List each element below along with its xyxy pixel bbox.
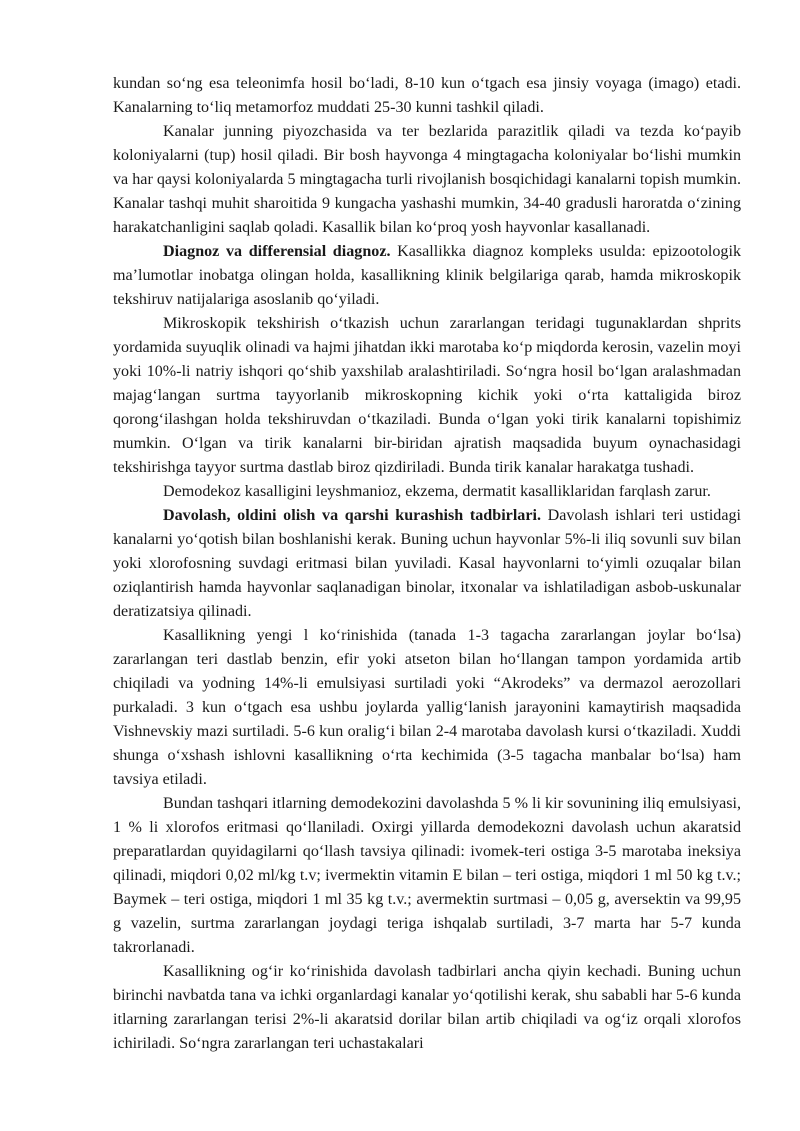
paragraph-treatment (113, 504, 741, 624)
paragraph (113, 312, 741, 480)
document-page (113, 72, 741, 1056)
paragraph-text: Kasallikning og‘ir ko‘rinishida davolash tadbirlari ancha qiyin kechadi. Buning uchun birinchi navbatda tana va ichki organlardagi kanalar yo‘qotilishi kerak, shu sababli har 5-6 kunda itlarning zararlangan terisi 2%-li akaratsid dorilar bilan artib chiqiladi va og‘iz orqali xlorofos ichiriladi. So‘ngra zararlangan teri uchastakalari (113, 963, 741, 1052)
paragraph-text: Kasallikning yengi l ko‘rinishida (tanada 1-3 tagacha zararlangan joylar bo‘lsa) zararlangan teri dastlab benzin, efir yoki atseton bilan ho‘llangan tampon yordamida artib chiqiladi va yodning 14%-li emulsiyasi surtiladi yoki “Akrodeks” va dermazol aerozollari purkaladi. 3 kun o‘tgach esa ushbu joylarda yallig‘lanish jarayonini kamaytirish maqsadida Vishnevskiy mazi surtiladi. 5-6 kun oralig‘i bilan 2-4 marotaba davolash kursi o‘tkaziladi. Xuddi shunga o‘xshash ishlovni kasallikning o‘rta kechimida (3-5 tagacha manbalar bo‘lsa) ham tavsiya etiladi. (113, 627, 741, 788)
paragraph (113, 120, 741, 240)
paragraph-text: Mikroskopik tekshirish o‘tkazish uchun zararlangan teridagi tugunaklardan shprits yordamida suyuqlik olinadi va hajmi jihatdan ikki marotaba ko‘p miqdorda kerosin, vazelin moyi yoki 10%-li natriy ishqori qo‘shib yaxshilab aralashtiriladi. So‘ngra hosil bo‘lgan aralashmadan majag‘langan surtma tayyorlanib mikroskopning kichik yoki o‘rta kattaligida biroz qorong‘ilashgan holda tekshiruvdan o‘tkaziladi. Bunda o‘lgan yoki tirik kanalarni topishimiz mumkin. O‘lgan va tirik kanalarni bir-biridan ajratish maqsadida buyum oynachasidagi tekshirishga tayyor surtma dastlab biroz qizdiriladi. Bunda tirik kanalar harakatga tushadi. (113, 315, 741, 476)
paragraph (113, 624, 741, 792)
paragraph (113, 72, 741, 120)
paragraph (113, 480, 741, 504)
paragraph-text: Kanalar junning piyozchasida va ter bezlarida parazitlik qiladi va tezda ko‘payib koloniyalarni (tup) hosil qiladi. Bir bosh hayvonga 4 mingtagacha koloniyalar bo‘lishi mumkin va har qaysi koloniyalarda 5 mingtagacha turli rivojlanish bosqichidagi kanalarni topish mumkin. Kanalar tashqi muhit sharoitida 9 kungacha yashashi mumkin, 34-40 gradusli haroratda o‘zining harakatchanligini saqlab qoladi. Kasallik bilan ko‘proq yosh hayvonlar kasallanadi. (113, 123, 741, 236)
paragraph-text: kundan so‘ng esa teleonimfa hosil bo‘ladi, 8-10 kun o‘tgach esa jinsiy voyaga (imago) etadi. Kanalarning to‘liq metamorfoz muddati 25-30 kunni tashkil qiladi. (113, 75, 741, 116)
paragraph (113, 960, 741, 1056)
paragraph (113, 792, 741, 960)
paragraph-text: Demodekoz kasalligini leyshmanioz, ekzema, dermatit kasalliklaridan farqlash zarur. (163, 483, 711, 500)
section-heading-treatment: Davolash, oldini olish va qarshi kurashish tadbirlari. (163, 507, 541, 524)
paragraph-text: Kasallikka diagnoz kompleks usulda: epizootologik ma’lumotlar inobatga olingan holda, kasallikning klinik belgilariga qarab, hamda mikroskopik tekshiruv natijalariga asoslanib qo‘yiladi. (113, 243, 741, 308)
paragraph-diagnosis (113, 240, 741, 312)
paragraph-text: Bundan tashqari itlarning demodekozini davolashda 5 % li kir sovunining iliq emulsiyasi, 1 % li xlorofos eritmasi qo‘llaniladi. Oxirgi yillarda demodekozni davolash uchun akaratsid preparatlardan quyidagilarni qo‘llash tavsiya qilinadi: ivomek-teri ostiga 3-5 marotaba ineksiya qilinadi, miqdori 0,02 ml/kg t.v; ivermektin vitamin E bilan – teri ostiga, miqdori 1 ml 50 kg t.v.; Baymek – teri ostiga, miqdori 1 ml 35 kg t.v.; avermektin surtmasi – 0,05 g, aversektin va 99,95 g vazelin, surtma zararlangan joydagi teriga ishqalab surtiladi, 3-7 marta har 5-7 kunda takrorlanadi. (113, 795, 741, 956)
section-heading-diagnosis: Diagnoz va differensial diagnoz. (163, 243, 391, 260)
paragraph-text: Davolash ishlari teri ustidagi kanalarni yo‘qotish bilan boshlanishi kerak. Buning uchun hayvonlar 5%-li iliq sovunli suv bilan yoki xlorofosning suvdagi eritmasi bilan yuviladi. Kasal hayvonlarni to‘yimli ozuqalar bilan oziqlantirish hamda hayvonlar saqlanadigan binolar, itxonalar va ishlatiladigan asbob-uskunalar deratizatsiya qilinadi. (113, 507, 742, 620)
